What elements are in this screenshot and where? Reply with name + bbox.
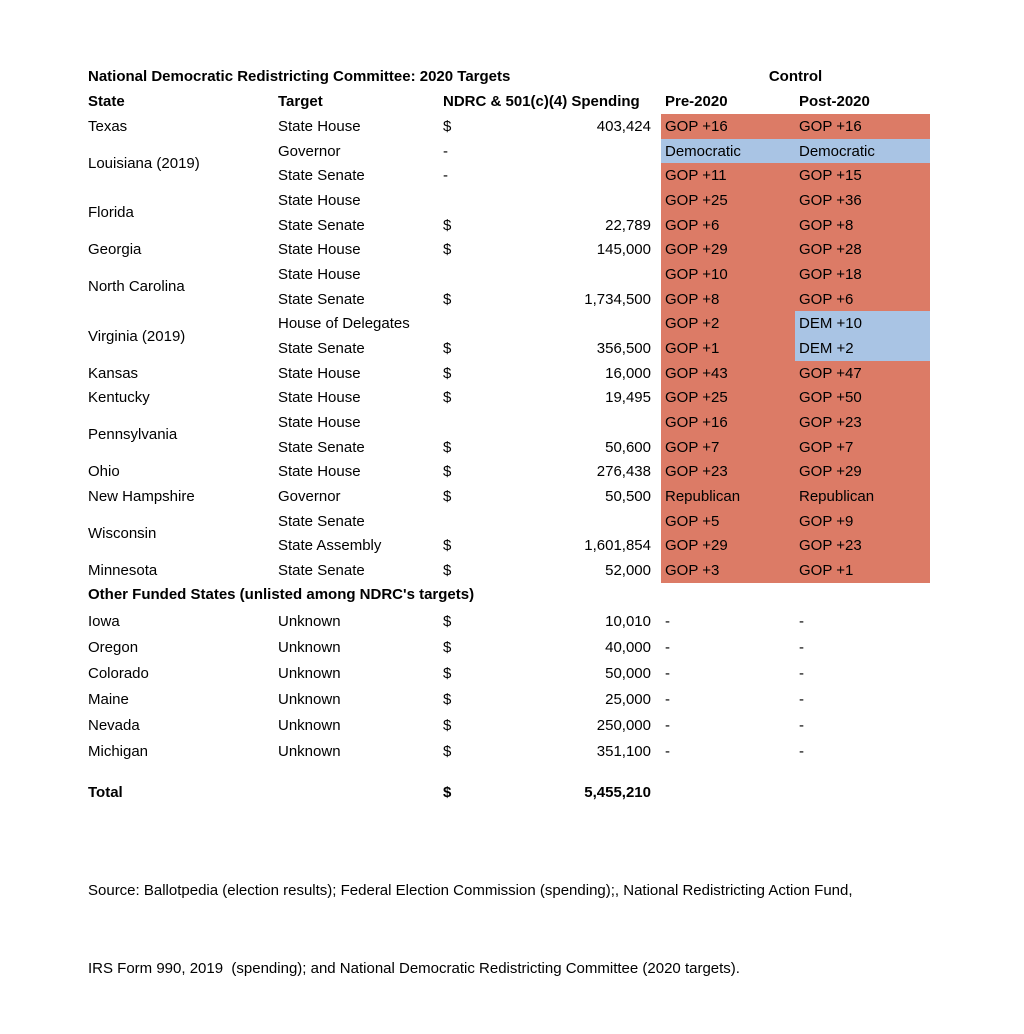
pre-2020-cell: GOP +1	[661, 336, 795, 361]
total-currency-symbol: $	[443, 784, 452, 801]
currency-symbol: $	[443, 638, 452, 656]
post-2020-cell: GOP +8	[795, 213, 930, 238]
spending-amount: 16,000	[605, 364, 651, 382]
column-header-pre-2020: Pre-2020	[665, 93, 728, 110]
spending-amount: 52,000	[605, 561, 651, 579]
post-2020-cell: GOP +29	[795, 459, 930, 484]
post-2020-cell: GOP +18	[795, 262, 930, 287]
column-header-target: Target	[278, 93, 323, 110]
spending-amount: 50,500	[605, 487, 651, 505]
spending-cell	[443, 738, 661, 764]
state-label: Oregon	[88, 638, 139, 656]
pre-2020-cell: -	[665, 664, 670, 682]
spending-amount: 50,600	[605, 438, 651, 456]
table-row	[278, 163, 930, 188]
post-2020-cell: GOP +28	[795, 237, 930, 262]
currency-symbol: $	[443, 290, 452, 308]
spending-cell	[443, 634, 661, 660]
post-2020-cell: GOP +47	[795, 361, 930, 386]
other-funded-row	[88, 634, 930, 660]
spending-amount: 25,000	[605, 690, 651, 708]
target-cell: State House	[278, 117, 361, 135]
spending-amount: 50,000	[605, 664, 651, 682]
currency-symbol: $	[443, 216, 452, 234]
pre-2020-cell: Democratic	[661, 139, 795, 164]
table-row	[278, 484, 930, 509]
spending-amount: 250,000	[596, 716, 651, 734]
other-funded-row	[88, 608, 930, 634]
source-line-2: IRS Form 990, 2019 (spending); and National Democratic Redistricting Committee (2020 targets).	[88, 960, 740, 977]
spending-amount: 1,601,854	[584, 537, 651, 555]
spending-cell	[443, 712, 661, 738]
state-label: Louisiana (2019)	[88, 154, 200, 172]
spending-cell	[443, 188, 661, 213]
post-2020-cell: Republican	[795, 484, 930, 509]
post-2020-cell: -	[799, 690, 804, 708]
table-row	[278, 213, 930, 238]
table-row	[278, 287, 930, 312]
pre-2020-cell: GOP +25	[661, 385, 795, 410]
currency-symbol: $	[443, 438, 452, 456]
currency-symbol: -	[443, 142, 448, 160]
state-label: Kansas	[88, 364, 139, 382]
pre-2020-cell: GOP +29	[661, 237, 795, 262]
state-label: Minnesota	[88, 562, 158, 580]
post-2020-cell: -	[799, 664, 804, 682]
target-cell: Unknown	[278, 742, 341, 760]
spending-cell	[443, 686, 661, 712]
table-row	[278, 435, 930, 460]
state-label: Texas	[88, 117, 128, 135]
spending-cell	[443, 139, 661, 164]
post-2020-cell: GOP +16	[795, 114, 930, 139]
target-cell: State House	[278, 413, 361, 431]
control-column-group-header: Control	[768, 68, 823, 85]
table-row	[278, 558, 930, 583]
table-row	[278, 311, 930, 336]
pre-2020-cell: -	[665, 690, 670, 708]
spending-amount: 1,734,500	[584, 290, 651, 308]
post-2020-cell: DEM +2	[795, 336, 930, 361]
target-cell: State Senate	[278, 290, 365, 308]
state-label: Wisconsin	[88, 525, 157, 542]
spending-cell	[443, 163, 661, 188]
spending-cell	[443, 660, 661, 686]
post-2020-cell: GOP +50	[795, 385, 930, 410]
pre-2020-cell: GOP +5	[661, 509, 795, 534]
pre-2020-cell: GOP +10	[661, 262, 795, 287]
pre-2020-cell: GOP +16	[661, 114, 795, 139]
currency-symbol: $	[443, 364, 452, 382]
target-cell: Governor	[278, 487, 341, 505]
spending-cell	[443, 484, 661, 509]
post-2020-cell: GOP +9	[795, 509, 930, 534]
target-cell: State Senate	[278, 512, 365, 530]
spending-cell	[443, 336, 661, 361]
table-row	[278, 336, 930, 361]
state-label: Nevada	[88, 716, 140, 734]
currency-symbol: $	[443, 463, 452, 481]
currency-symbol: $	[443, 117, 452, 135]
target-cell: State Senate	[278, 561, 365, 579]
target-cell: State House	[278, 241, 361, 259]
currency-symbol: $	[443, 339, 452, 357]
state-label: Ohio	[88, 463, 120, 481]
column-header-post-2020: Post-2020	[799, 93, 870, 110]
target-cell: Unknown	[278, 612, 341, 630]
currency-symbol: $	[443, 487, 452, 505]
spending-amount: 19,495	[605, 389, 651, 407]
spending-amount: 356,500	[596, 339, 651, 357]
column-header-row	[88, 93, 930, 110]
spending-cell	[443, 608, 661, 634]
spending-cell	[443, 410, 661, 435]
other-funded-section-header: Other Funded States (unlisted among NDRC's targets)	[88, 586, 475, 603]
spending-cell	[443, 287, 661, 312]
currency-symbol: $	[443, 241, 452, 259]
target-cell: Governor	[278, 142, 341, 160]
spending-cell	[443, 213, 661, 238]
pre-2020-cell: GOP +8	[661, 287, 795, 312]
currency-symbol: $	[443, 561, 452, 579]
currency-symbol: $	[443, 664, 452, 682]
state-label: Georgia	[88, 241, 142, 259]
pre-2020-cell: GOP +23	[661, 459, 795, 484]
table-row	[278, 361, 930, 386]
post-2020-cell: GOP +23	[795, 533, 930, 558]
target-cell: State House	[278, 389, 361, 407]
post-2020-cell: -	[799, 716, 804, 734]
target-cell: State Senate	[278, 339, 365, 357]
pre-2020-cell: GOP +43	[661, 361, 795, 386]
table-row	[278, 114, 930, 139]
target-cell: Unknown	[278, 716, 341, 734]
currency-symbol: $	[443, 742, 452, 760]
spending-amount: 351,100	[596, 742, 651, 760]
currency-symbol: $	[443, 537, 452, 555]
post-2020-cell: -	[799, 742, 804, 760]
spending-amount: 40,000	[605, 638, 651, 656]
column-header-spending: NDRC & 501(c)(4) Spending	[443, 93, 640, 110]
post-2020-cell: GOP +7	[795, 435, 930, 460]
spending-amount: 10,010	[605, 612, 651, 630]
table-row	[278, 139, 930, 164]
table-row	[278, 459, 930, 484]
post-2020-cell: GOP +36	[795, 188, 930, 213]
spending-cell	[443, 558, 661, 583]
pre-2020-cell: GOP +25	[661, 188, 795, 213]
state-label: North Carolina	[88, 278, 185, 296]
total-amount: 5,455,210	[584, 784, 651, 801]
pre-2020-cell: GOP +7	[661, 435, 795, 460]
pre-2020-cell: Republican	[661, 484, 795, 509]
pre-2020-cell: -	[665, 638, 670, 656]
state-label: Pennsylvania	[88, 426, 178, 444]
table-row	[278, 533, 930, 558]
target-rows	[278, 114, 930, 583]
currency-symbol: $	[443, 716, 452, 734]
state-label: Kentucky	[88, 389, 150, 407]
table-row	[278, 410, 930, 435]
target-cell: State Senate	[278, 438, 365, 456]
state-label: Iowa	[88, 612, 120, 630]
target-cell: Unknown	[278, 664, 341, 682]
post-2020-cell: GOP +1	[795, 558, 930, 583]
spending-amount: 276,438	[596, 463, 651, 481]
spending-cell	[443, 459, 661, 484]
post-2020-cell: GOP +23	[795, 410, 930, 435]
other-funded-row	[88, 712, 930, 738]
spending-cell	[443, 361, 661, 386]
pre-2020-cell: GOP +2	[661, 311, 795, 336]
other-funded-row	[88, 738, 930, 764]
total-spending-cell	[443, 784, 661, 801]
state-label: Maine	[88, 690, 129, 708]
state-label: Florida	[88, 204, 134, 222]
spending-cell	[443, 237, 661, 262]
post-2020-cell: GOP +15	[795, 163, 930, 188]
spending-cell	[443, 262, 661, 287]
currency-symbol: $	[443, 612, 452, 630]
state-label: Michigan	[88, 742, 149, 760]
source-note	[88, 826, 968, 1034]
post-2020-cell: GOP +6	[795, 287, 930, 312]
currency-symbol: -	[443, 167, 448, 185]
page-title: National Democratic Redistricting Committee: 2020 Targets	[88, 68, 511, 85]
pre-2020-cell: GOP +11	[661, 163, 795, 188]
state-label: Virginia (2019)	[88, 327, 186, 345]
target-cell: House of Delegates	[278, 315, 410, 333]
spending-cell	[443, 114, 661, 139]
post-2020-cell: -	[799, 638, 804, 656]
pre-2020-cell: -	[665, 716, 670, 734]
table-row	[278, 188, 930, 213]
spending-cell	[443, 435, 661, 460]
spending-cell	[443, 509, 661, 534]
post-2020-cell: Democratic	[795, 139, 930, 164]
table-row	[278, 237, 930, 262]
target-cell: State House	[278, 265, 361, 283]
other-funded-row	[88, 660, 930, 686]
state-column	[88, 114, 278, 583]
target-cell: State Senate	[278, 216, 365, 234]
state-label: New Hampshire	[88, 487, 195, 505]
table-row	[278, 262, 930, 287]
pre-2020-cell: GOP +16	[661, 410, 795, 435]
other-funded-row	[88, 686, 930, 712]
target-cell: State House	[278, 463, 361, 481]
table-row	[278, 385, 930, 410]
table-row	[278, 509, 930, 534]
spending-cell	[443, 311, 661, 336]
spending-cell	[443, 533, 661, 558]
spending-amount: 22,789	[605, 216, 651, 234]
target-cell: Unknown	[278, 638, 341, 656]
pre-2020-cell: -	[665, 612, 670, 630]
target-cell: State Assembly	[278, 537, 382, 555]
state-label: Colorado	[88, 664, 149, 682]
pre-2020-cell: -	[665, 742, 670, 760]
target-cell: State Senate	[278, 167, 365, 185]
post-2020-cell: DEM +10	[795, 311, 930, 336]
target-cell: State House	[278, 364, 361, 382]
currency-symbol: $	[443, 389, 452, 407]
currency-symbol: $	[443, 690, 452, 708]
total-row	[88, 784, 930, 801]
total-label: Total	[88, 784, 123, 801]
post-2020-cell: -	[799, 612, 804, 630]
spending-amount: 403,424	[596, 117, 651, 135]
pre-2020-cell: GOP +6	[661, 213, 795, 238]
spending-amount: 145,000	[596, 241, 651, 259]
spending-cell	[443, 385, 661, 410]
source-line-1: Source: Ballotpedia (election results); Federal Election Commission (spending);, National Redistricting Action Fund,	[88, 882, 853, 899]
pre-2020-cell: GOP +29	[661, 533, 795, 558]
column-header-state: State	[88, 93, 125, 110]
target-cell: State House	[278, 191, 361, 209]
pre-2020-cell: GOP +3	[661, 558, 795, 583]
other-funded-rows	[88, 608, 930, 764]
target-cell: Unknown	[278, 690, 341, 708]
